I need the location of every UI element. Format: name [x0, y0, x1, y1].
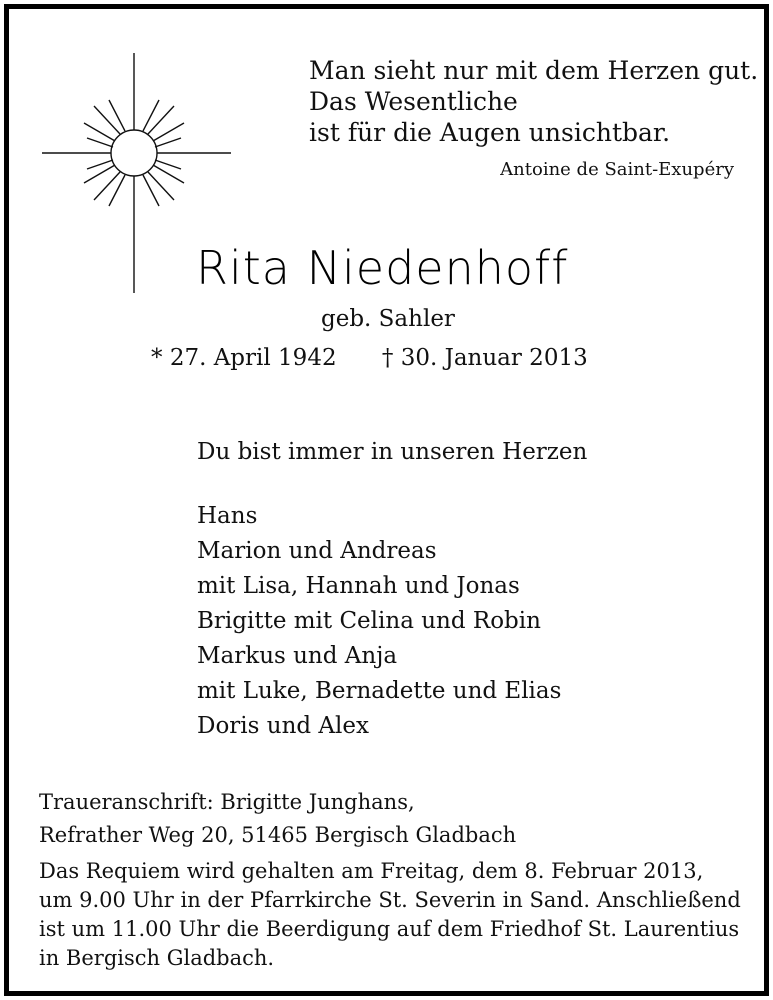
requiem-line: Das Requiem wird gehalten am Freitag, dem 8. Februar 2013,	[39, 859, 704, 883]
requiem-line: ist um 11.00 Uhr die Beerdigung auf dem Friedhof St. Laurentius	[39, 917, 740, 941]
requiem-notice	[39, 857, 741, 973]
family-member: Doris und Alex	[197, 713, 369, 739]
family-member: Hans	[197, 503, 258, 529]
quote	[309, 55, 758, 148]
family-member: Markus und Anja	[197, 643, 398, 669]
quote-line: Das Wesentliche	[309, 87, 518, 116]
birth-date: 27. April 1942	[169, 345, 337, 371]
quote-author: Antoine de Saint-Exupéry	[500, 159, 734, 180]
family-member: Brigitte mit Celina und Robin	[197, 608, 541, 634]
death-symbol: †	[381, 345, 394, 371]
family-member: mit Luke, Bernadette und Elias	[197, 678, 562, 704]
quote-line: ist für die Augen unsichtbar.	[309, 118, 671, 147]
requiem-line: um 9.00 Uhr in der Pfarrkirche St. Severin in Sand. Anschließend	[39, 888, 741, 912]
requiem-line: in Bergisch Gladbach.	[39, 946, 275, 970]
mourning-address	[39, 786, 516, 852]
death-date: 30. Januar 2013	[400, 345, 588, 371]
family-member: mit Lisa, Hannah und Jonas	[197, 573, 520, 599]
address-line: Refrather Weg 20, 51465 Bergisch Gladbach	[39, 823, 517, 847]
quote-line: Man sieht nur mit dem Herzen gut.	[309, 56, 759, 85]
family-member: Marion und Andreas	[197, 538, 437, 564]
obituary-frame	[4, 4, 769, 996]
deceased-name: Rita Niedenhoff	[196, 241, 569, 295]
motto: Du bist immer in unseren Herzen	[197, 439, 588, 465]
birth-symbol: *	[151, 345, 163, 371]
maiden-name: geb. Sahler	[321, 306, 455, 332]
family-list	[197, 499, 561, 744]
life-dates	[151, 345, 588, 371]
address-line: Traueranschrift: Brigitte Junghans,	[39, 790, 415, 814]
